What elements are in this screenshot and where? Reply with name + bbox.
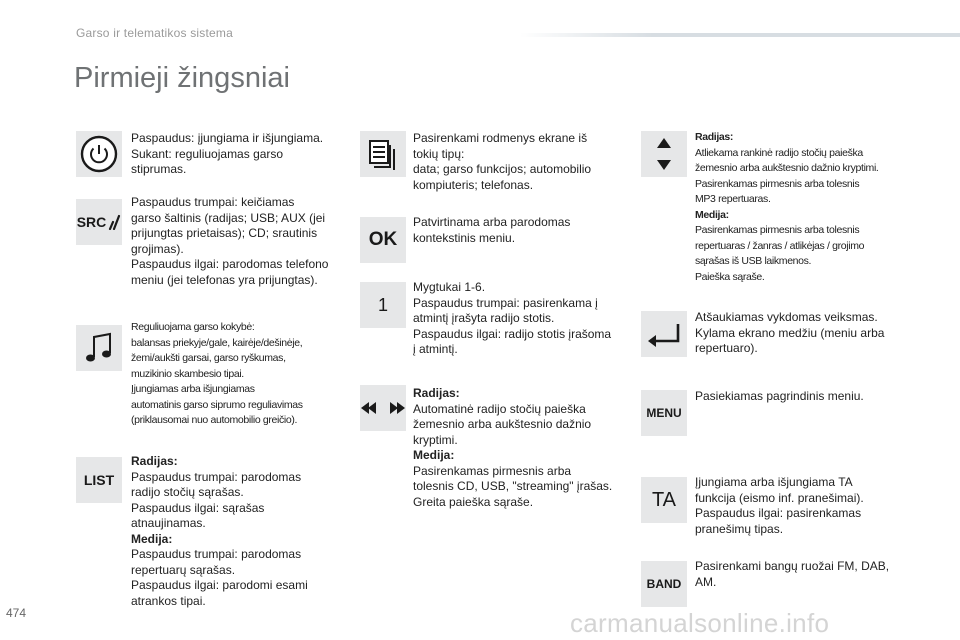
power-button-icon-box (76, 131, 122, 177)
seek-arrows-icon (361, 401, 405, 415)
updown-radio-label: Radijas: (695, 131, 734, 143)
back-button-icon-box (641, 311, 687, 357)
seek-radio-label: Radijas: (413, 386, 460, 400)
list-description (131, 454, 346, 609)
power-knob-icon (80, 135, 118, 173)
header-rule (520, 33, 960, 37)
music-note-icon (84, 331, 114, 365)
watermark: carmanualsonline.info (570, 608, 830, 638)
page-number: 474 (6, 606, 27, 620)
phone-handset-icon (107, 214, 121, 230)
ta-description: Įjungiama arba išjungiama TA funkcija (eismo inf. pranešimai). Paspaudus ilgai: pasirenkamas pranešimų tipas. (695, 475, 864, 536)
seek-media-text: Pasirenkamas pirmesnis arba tolesnis CD, USB, "streaming" įrašas. Greita paieška sąraše. (413, 463, 613, 509)
power-description: Paspaudus: įjungiama ir išjungiama. Sukant: reguliuojamas garso stiprumas. (131, 131, 324, 176)
display-mode-icon (368, 137, 398, 171)
ok-button-icon-box (360, 217, 406, 263)
back-description: Atšaukiamas vykdomas veiksmas. Kylama ekrano medžiu (meniu arba repertuaro). (695, 310, 885, 355)
menu-button-icon-box (641, 390, 687, 436)
list-label: LIST (83, 472, 115, 488)
list-button-icon-box (76, 457, 122, 503)
seek-radio-text: Automatinė radijo stočių paieška žemesnio arba aukštesnio dažnio kryptimi. (413, 401, 592, 447)
src-description: Paspaudus trumpai: keičiamas garso šaltinis (radijas; USB; AUX (jei prijungtas prietaisas); CD; srautinis grojimas). Paspaudus ilgai: parodomas telefono meniu (jei telefonas yra prijungtas). (131, 195, 329, 287)
updown-media-text: Pasirenkamas pirmesnis arba tolesnis repertuaras / žanras / atlikėjas / grojimo sąrašas iš USB laikmenos. Paieška sąraše. (695, 224, 865, 283)
ok-description: Patvirtinama arba parodomas kontekstinis meniu. (413, 215, 571, 245)
band-button-icon-box (641, 561, 687, 607)
updown-radio-text: Atliekama rankinė radijo stočių paieška žemesnio arba aukštesnio dažnio kryptimi. Pasirenkamas pirmesnis arba tolesnis MP3 repertuaras. (695, 146, 879, 205)
seek-button-icon-box (360, 385, 406, 431)
seek-description (413, 386, 628, 510)
ta-button-icon-box (641, 477, 687, 523)
band-description: Pasirenkami bangų ruožai FM, DAB, AM. (695, 559, 890, 589)
seek-media-label: Medija: (413, 448, 455, 462)
list-radio-label: Radijas: (131, 454, 178, 468)
updown-description (695, 130, 920, 285)
menu-description: Pasiekiamas pagrindinis meniu. (695, 389, 864, 403)
list-media-text: Paspaudus trumpai: parodomas repertuarų sąrašas. Paspaudus ilgai: parodomi esami atrankos tipai. (131, 547, 308, 608)
list-media-label: Medija: (131, 531, 173, 546)
section-title: Garso ir telematikos sistema (76, 26, 233, 40)
updown-media-label: Medija: (695, 208, 729, 221)
audio-settings-description: Reguliuojama garso kokybė: balansas priekyje/gale, kairėje/dešinėje, žemi/aukšti garsai, garso ryškumas, muzikinio skambesio tipai. Įjungiamas arba išjungiamas automatinis garso siprumo reguliavimas (priklausomai nuo automobilio greičio). (131, 321, 303, 426)
presets-description: Mygtukai 1-6. Paspaudus trumpai: pasirenkama į atmintį įrašyta radijo stotis. Paspaudus ilgai: radijo stotis įrašoma į atmintį. (413, 280, 612, 356)
ok-label: OK (368, 229, 398, 250)
preset-label: 1 (377, 294, 388, 315)
menu-label: MENU (646, 406, 682, 420)
src-button-icon-box (76, 199, 122, 245)
display-description: Pasirenkami rodmenys ekrane iš tokių tipų: data; garso funkcijos; automobilio kompiuteris; telefonas. (413, 131, 592, 192)
up-down-arrows-icon (656, 136, 672, 172)
band-label: BAND (646, 577, 682, 591)
back-arrow-icon (646, 321, 682, 347)
preset-button-icon-box (360, 282, 406, 328)
page-title: Pirmieji žingsniai (74, 62, 290, 94)
display-button-icon-box (360, 131, 406, 177)
updown-button-icon-box (641, 131, 687, 177)
ta-label: TA (651, 488, 677, 511)
list-radio-text: Paspaudus trumpai: parodomas radijo stočių sąrašas. Paspaudus ilgai: sąrašas atnaujinamas. (131, 469, 302, 530)
src-label: SRC (76, 214, 107, 230)
audio-settings-icon-box (76, 325, 122, 371)
